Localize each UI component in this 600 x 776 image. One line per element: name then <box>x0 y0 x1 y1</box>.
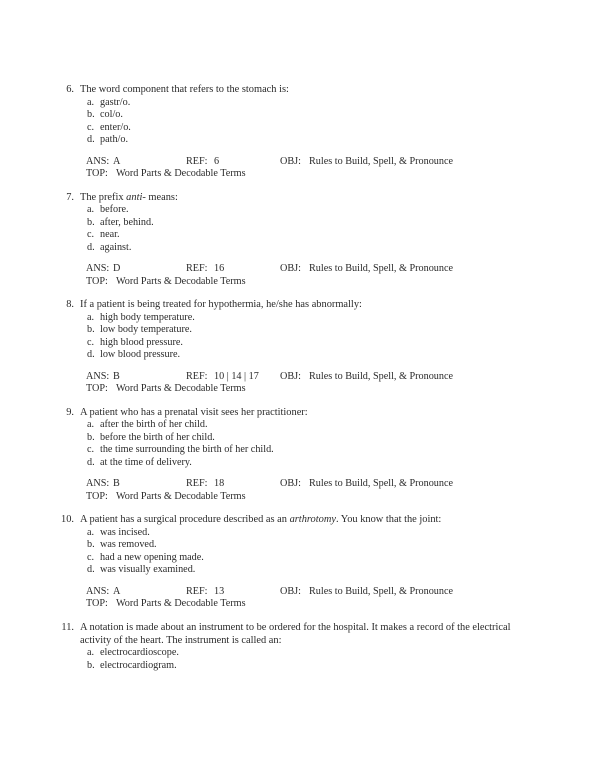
option-text: after the birth of her child. <box>100 419 208 431</box>
option-letter: d. <box>87 134 95 146</box>
metadata-line-primary <box>0 478 600 491</box>
metadata-line-topic <box>0 598 600 611</box>
option-text: path/o. <box>100 134 129 146</box>
option-text: against. <box>100 241 132 253</box>
ans-label: ANS: <box>86 478 110 490</box>
answer-option[interactable] <box>0 242 600 255</box>
question-text: A patient has a surgical procedure described as an arthrotomy. You know that the joint: <box>80 514 442 526</box>
ref-value: 13 <box>214 585 225 597</box>
obj-value: Rules to Build, Spell, & Pronounce <box>309 585 454 597</box>
option-letter: c. <box>87 551 95 563</box>
option-text: low blood pressure. <box>100 349 181 361</box>
option-text: after, behind. <box>100 216 154 228</box>
obj-value: Rules to Build, Spell, & Pronounce <box>309 370 454 382</box>
option-letter: c. <box>87 229 95 241</box>
option-letter: b. <box>87 324 95 336</box>
option-text: was removed. <box>100 539 157 551</box>
ans-label: ANS: <box>86 155 110 167</box>
top-value: Word Parts & Decodable Terms <box>116 168 246 180</box>
ans-label: ANS: <box>86 370 110 382</box>
question-number: 7. <box>66 191 74 203</box>
obj-label: OBJ: <box>280 370 301 382</box>
ans-value: B <box>113 478 120 490</box>
metadata-line-primary <box>0 586 600 599</box>
obj-value: Rules to Build, Spell, & Pronounce <box>309 263 454 275</box>
option-letter: a. <box>87 419 95 431</box>
option-letter: b. <box>87 431 95 443</box>
ans-value: A <box>113 585 121 597</box>
obj-value: Rules to Build, Spell, & Pronounce <box>309 478 454 490</box>
answer-option[interactable] <box>0 527 600 540</box>
answer-option[interactable] <box>0 457 600 470</box>
question-text: If a patient is being treated for hypothermia, he/she has abnormally: <box>80 299 362 311</box>
answer-option[interactable] <box>0 660 600 673</box>
option-text: was visually examined. <box>100 564 196 576</box>
question-number: 11. <box>61 621 74 633</box>
question-block <box>0 84 600 181</box>
question-text: A patient who has a prenatal visit sees her practitioner: <box>80 406 308 418</box>
ref-label: REF: <box>186 585 208 597</box>
ref-value: 16 <box>214 263 225 275</box>
ans-label: ANS: <box>86 585 110 597</box>
option-letter: c. <box>87 121 95 133</box>
answer-option[interactable] <box>0 552 600 565</box>
answer-metadata <box>0 478 600 503</box>
option-text: enter/o. <box>100 121 131 133</box>
option-letter: d. <box>87 241 95 253</box>
question-text: A notation is made about an instrument to be ordered for the hospital. It makes a record of the electrical activity of the heart. The instrument is called an: <box>80 621 511 646</box>
option-text: at the time of delivery. <box>100 456 192 468</box>
metadata-line-topic <box>0 383 600 396</box>
question-term-italic: anti- <box>126 191 146 203</box>
question-number: 8. <box>66 299 74 311</box>
question-block <box>0 407 600 504</box>
option-letter: d. <box>87 564 95 576</box>
top-label: TOP: <box>86 490 108 502</box>
answer-option[interactable] <box>0 337 600 350</box>
question-stem-row <box>0 192 600 205</box>
answer-option[interactable] <box>0 217 600 230</box>
metadata-line-primary <box>0 263 600 276</box>
obj-value: Rules to Build, Spell, & Pronounce <box>309 155 454 167</box>
option-letter: a. <box>87 96 95 108</box>
question-block <box>0 514 600 611</box>
question-number: 9. <box>66 406 74 418</box>
option-letter: b. <box>87 539 95 551</box>
answer-metadata <box>0 263 600 288</box>
answer-option[interactable] <box>0 432 600 445</box>
obj-label: OBJ: <box>280 263 301 275</box>
question-term-italic: arthrotomy <box>289 514 336 526</box>
answer-option[interactable] <box>0 539 600 552</box>
question-text: The prefix anti- means: <box>80 191 178 203</box>
option-text: the time surrounding the birth of her child. <box>100 444 274 456</box>
top-value: Word Parts & Decodable Terms <box>116 598 246 610</box>
option-text: had a new opening made. <box>100 551 204 563</box>
top-value: Word Parts & Decodable Terms <box>116 383 246 395</box>
question-block <box>0 622 600 672</box>
question-stem-row <box>0 84 600 97</box>
top-value: Word Parts & Decodable Terms <box>116 490 246 502</box>
ref-value: 18 <box>214 478 225 490</box>
question-text: The word component that refers to the stomach is: <box>80 84 289 95</box>
option-text: col/o. <box>100 109 123 121</box>
top-label: TOP: <box>86 168 108 180</box>
ref-value: 10 | 14 | 17 <box>214 370 259 382</box>
answer-option[interactable] <box>0 109 600 122</box>
option-letter: d. <box>87 349 95 361</box>
ref-label: REF: <box>186 155 208 167</box>
metadata-line-topic <box>0 276 600 289</box>
answer-option[interactable] <box>0 229 600 242</box>
obj-label: OBJ: <box>280 478 301 490</box>
option-letter: b. <box>87 109 95 121</box>
question-stem-row <box>0 514 600 527</box>
answer-option[interactable] <box>0 134 600 147</box>
top-label: TOP: <box>86 383 108 395</box>
question-stem-row <box>0 622 600 647</box>
question-number: 10. <box>61 514 74 526</box>
option-text: near. <box>100 229 120 241</box>
metadata-line-topic <box>0 168 600 181</box>
option-letter: d. <box>87 456 95 468</box>
ref-label: REF: <box>186 263 208 275</box>
top-label: TOP: <box>86 598 108 610</box>
answer-metadata <box>0 371 600 396</box>
answer-option[interactable] <box>0 312 600 325</box>
option-text: high blood pressure. <box>100 336 183 348</box>
ref-label: REF: <box>186 370 208 382</box>
metadata-line-primary <box>0 371 600 384</box>
answer-option[interactable] <box>0 444 600 457</box>
ref-label: REF: <box>186 478 208 490</box>
option-letter: a. <box>87 526 95 538</box>
ans-value: A <box>113 155 121 167</box>
option-text: before. <box>100 204 129 216</box>
option-text: electrocardiogram. <box>100 659 177 671</box>
option-letter: c. <box>87 336 95 348</box>
obj-label: OBJ: <box>280 585 301 597</box>
question-number: 6. <box>66 84 74 95</box>
answer-option[interactable] <box>0 647 600 660</box>
ans-value: D <box>113 263 121 275</box>
question-block <box>0 192 600 289</box>
answer-option[interactable] <box>0 349 600 362</box>
metadata-line-primary <box>0 156 600 169</box>
answer-option[interactable] <box>0 204 600 217</box>
answer-option[interactable] <box>0 122 600 135</box>
option-text: gastr/o. <box>100 96 131 108</box>
ans-value: B <box>113 370 120 382</box>
option-letter: a. <box>87 647 95 659</box>
option-text: low body temperature. <box>100 324 192 336</box>
answer-metadata <box>0 156 600 181</box>
option-text: was incised. <box>100 526 150 538</box>
top-label: TOP: <box>86 275 108 287</box>
option-letter: c. <box>87 444 95 456</box>
option-text: high body temperature. <box>100 311 195 323</box>
answer-option[interactable] <box>0 564 600 577</box>
option-text: before the birth of her child. <box>100 431 215 443</box>
metadata-line-topic <box>0 491 600 504</box>
answer-option[interactable] <box>0 324 600 337</box>
option-letter: a. <box>87 204 95 216</box>
obj-label: OBJ: <box>280 155 301 167</box>
ans-label: ANS: <box>86 263 110 275</box>
option-text: electrocardioscope. <box>100 647 179 659</box>
option-letter: b. <box>87 659 95 671</box>
question-block <box>0 299 600 396</box>
question-stem-row <box>0 299 600 312</box>
option-letter: b. <box>87 216 95 228</box>
answer-metadata <box>0 586 600 611</box>
question-stem-row <box>0 407 600 420</box>
top-value: Word Parts & Decodable Terms <box>116 275 246 287</box>
option-letter: a. <box>87 311 95 323</box>
ref-value: 6 <box>214 155 220 167</box>
answer-option[interactable] <box>0 419 600 432</box>
answer-option[interactable] <box>0 97 600 110</box>
